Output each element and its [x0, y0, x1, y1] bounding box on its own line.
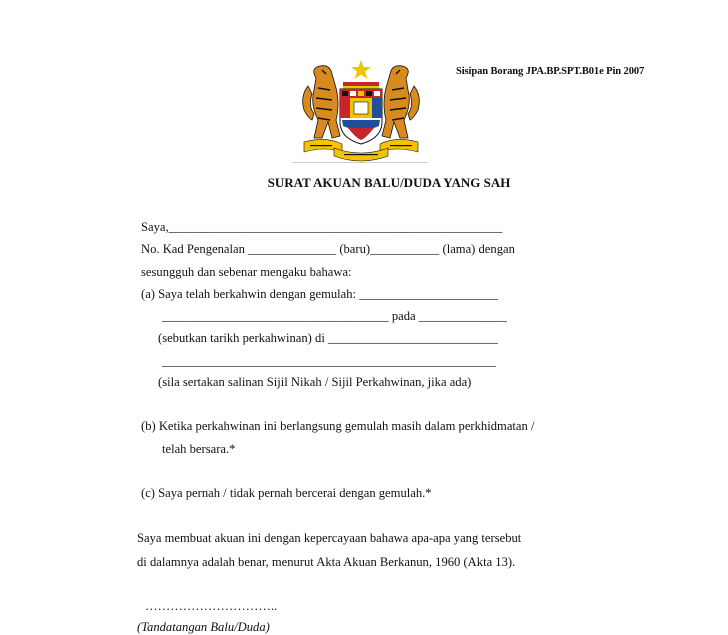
line-kad-pengenalan: No. Kad Pengenalan ______________ (baru)___________ (lama) dengan: [141, 242, 515, 256]
signature-line: …………………………..: [145, 599, 278, 613]
line-saya: Saya,_____________________________________________________: [141, 220, 503, 234]
item-a-pada: ____________________________________ pada ______________: [162, 309, 507, 323]
item-b-bersara: telah bersara.*: [162, 442, 236, 456]
signature-caption: (Tandatangan Balu/Duda): [137, 620, 270, 634]
declaration-line-2: di dalamnya adalah benar, menurut Akta Akuan Berkanun, 1960 (Akta 13).: [137, 555, 516, 569]
item-c-bercerai: (c) Saya pernah / tidak pernah bercerai dengan gemulah.*: [141, 486, 432, 500]
item-a-note: (sila sertakan salinan Sijil Nikah / Sijil Perkahwinan, jika ada): [158, 375, 472, 389]
form-code: Sisipan Borang JPA.BP.SPT.B01e Pin 2007: [456, 66, 645, 77]
malaysia-coat-of-arms-icon: [296, 58, 426, 164]
item-a-tarikh: (sebutkan tarikh perkahwinan) di ___________________________: [158, 331, 498, 345]
item-a-gemulah: (a) Saya telah berkahwin dengan gemulah: ______________________: [141, 287, 498, 301]
item-b-perkhidmatan: (b) Ketika perkahwinan ini berlangsung gemulah masih dalam perkhidmatan /: [141, 419, 535, 433]
item-a-blank-line: _____________________________________________________: [162, 354, 496, 368]
crest-divider: [292, 162, 428, 163]
line-mengaku: sesungguh dan sebenar mengaku bahawa:: [141, 265, 352, 279]
declaration-line-1: Saya membuat akuan ini dengan kepercayaan bahawa apa-apa yang tersebut: [137, 531, 522, 545]
document-title: SURAT AKUAN BALU/DUDA YANG SAH: [267, 175, 511, 190]
